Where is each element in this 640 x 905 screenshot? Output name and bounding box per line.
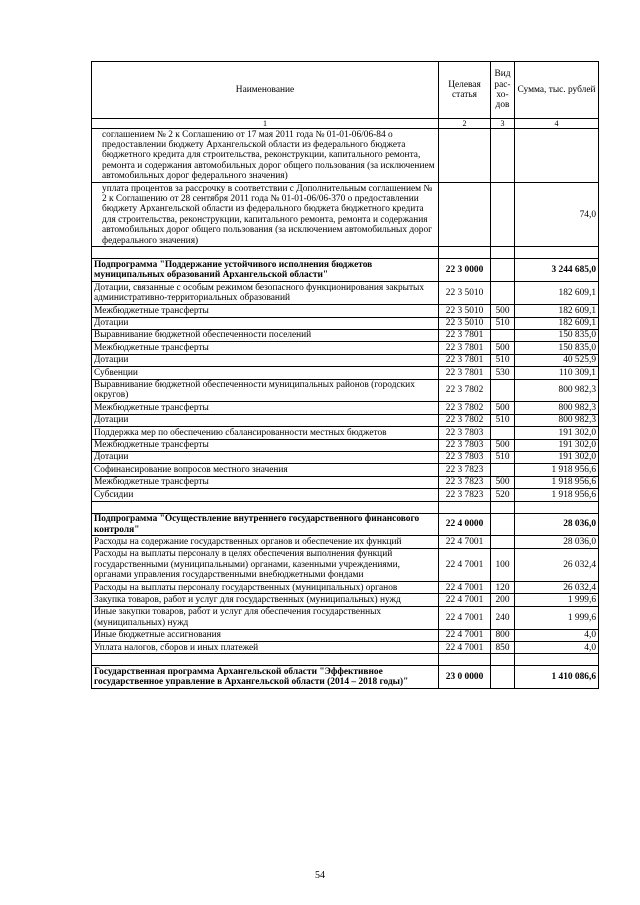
row-name: Дотации, связанные с особым режимом безопасного функционирования закрытых административно-территориальных образований [92, 282, 439, 305]
row-type [491, 501, 515, 513]
page-number: 54 [315, 870, 325, 881]
row-type: 120 [491, 582, 515, 594]
table-row [92, 464, 599, 476]
row-type: 500 [491, 476, 515, 488]
row-sum: 150 835,0 [515, 329, 599, 341]
row-code: 22 4 7001 [439, 582, 491, 594]
table-row [92, 439, 599, 451]
row-name: Выравнивание бюджетной обеспеченности поселений [92, 329, 439, 341]
table-row [92, 582, 599, 594]
row-sum [515, 247, 599, 259]
row-sum: 110 309,1 [515, 367, 599, 379]
column-number-row [92, 119, 599, 129]
row-name: Уплата налогов, сборов и иных платежей [92, 642, 439, 654]
row-sum [515, 654, 599, 666]
row-sum: 26 032,4 [515, 582, 599, 594]
row-sum: 1 410 086,6 [515, 666, 599, 689]
table-row [92, 642, 599, 654]
row-sum: 800 982,3 [515, 379, 599, 402]
row-name: Расходы на выплаты персоналу государственных (муниципальных) органов [92, 582, 439, 594]
row-name: Межбюджетные трансферты [92, 402, 439, 414]
row-sum: 182 609,1 [515, 305, 599, 317]
row-type: 510 [491, 451, 515, 463]
row-code [439, 183, 491, 247]
row-type: 100 [491, 548, 515, 581]
row-sum: 3 244 685,0 [515, 259, 599, 282]
table-row-blank [92, 501, 599, 513]
row-code: 22 3 7823 [439, 464, 491, 476]
row-name: Дотации [92, 451, 439, 463]
row-code: 22 3 7803 [439, 451, 491, 463]
column-number: 3 [491, 119, 515, 129]
row-sum: 182 609,1 [515, 282, 599, 305]
row-type [491, 282, 515, 305]
row-code: 22 3 7803 [439, 439, 491, 451]
row-type: 850 [491, 642, 515, 654]
table-row [92, 379, 599, 402]
row-name: Межбюджетные трансферты [92, 476, 439, 488]
table-row-subprogram [92, 259, 599, 282]
table-row [92, 427, 599, 439]
row-code [439, 501, 491, 513]
row-name: Иные бюджетные ассигнования [92, 629, 439, 641]
row-code [439, 247, 491, 259]
row-code: 22 4 0000 [439, 513, 491, 536]
row-sum: 28 036,0 [515, 513, 599, 536]
row-name [92, 247, 439, 259]
row-name: Расходы на содержание государственных органов и обеспечение их функций [92, 536, 439, 548]
row-code: 22 3 7802 [439, 402, 491, 414]
row-sum: 28 036,0 [515, 536, 599, 548]
row-sum: 74,0 [515, 183, 599, 247]
header-sum: Сумма, тыс. рублей [515, 62, 599, 119]
row-code: 22 4 7001 [439, 642, 491, 654]
row-code: 22 3 7802 [439, 414, 491, 426]
row-name [92, 501, 439, 513]
row-type [491, 259, 515, 282]
row-code: 22 3 7802 [439, 379, 491, 402]
row-type [491, 654, 515, 666]
table-row [92, 451, 599, 463]
row-type: 500 [491, 439, 515, 451]
row-code: 22 3 7801 [439, 329, 491, 341]
row-type: 510 [491, 317, 515, 329]
row-sum: 40 525,9 [515, 354, 599, 366]
row-type: 510 [491, 354, 515, 366]
header-name: Наименование [92, 62, 439, 119]
table-row-subprogram [92, 513, 599, 536]
row-name: Межбюджетные трансферты [92, 305, 439, 317]
row-sum [515, 501, 599, 513]
table-row [92, 476, 599, 488]
row-name: Межбюджетные трансферты [92, 439, 439, 451]
row-sum: 1 918 956,6 [515, 464, 599, 476]
row-code: 22 4 7001 [439, 536, 491, 548]
row-name: Межбюджетные трансферты [92, 342, 439, 354]
row-type: 500 [491, 402, 515, 414]
table-row [92, 489, 599, 501]
header-expense-type: Вид рас-хо-дов [491, 62, 515, 119]
row-name: Закупка товаров, работ и услуг для государственных (муниципальных) нужд [92, 594, 439, 606]
table-header-row [92, 62, 599, 119]
row-code [439, 654, 491, 666]
row-code: 22 3 0000 [439, 259, 491, 282]
row-type [491, 536, 515, 548]
row-code: 22 4 7001 [439, 629, 491, 641]
row-code: 22 4 7001 [439, 594, 491, 606]
row-name: Поддержка мер по обеспечению сбалансированности местных бюджетов [92, 427, 439, 439]
row-name: Выравнивание бюджетной обеспеченности муниципальных районов (городских округов) [92, 379, 439, 402]
table-row [92, 183, 599, 247]
row-code: 22 4 7001 [439, 548, 491, 581]
row-name: Субсидии [92, 489, 439, 501]
table-row-blank [92, 654, 599, 666]
table-row [92, 282, 599, 305]
row-name: соглашением № 2 к Соглашению от 17 мая 2011 года № 01-01-06/06-84 о предоставлении бюджету Архангельской области из федерального бюджета бюджетного кредита для строительства, реконструкции, капитального ремонта, ремонта и содержания автомобильных дорог общего пользования (за исключением автомобильных дорог федерального значения) [92, 129, 439, 183]
table-row [92, 305, 599, 317]
row-sum: 4,0 [515, 629, 599, 641]
table-row [92, 414, 599, 426]
row-sum: 800 982,3 [515, 402, 599, 414]
row-sum: 191 302,0 [515, 427, 599, 439]
row-type: 520 [491, 489, 515, 501]
row-sum: 1 999,6 [515, 594, 599, 606]
row-type: 500 [491, 342, 515, 354]
table-row [92, 548, 599, 581]
row-type: 240 [491, 606, 515, 629]
row-sum: 1 918 956,6 [515, 476, 599, 488]
column-number: 1 [92, 119, 439, 129]
table-row [92, 536, 599, 548]
row-code: 22 3 7823 [439, 476, 491, 488]
row-sum [515, 129, 599, 183]
table-row [92, 594, 599, 606]
row-name: Государственная программа Архангельской области "Эффективное государственное управление в Архангельской области (2014 – 2018 годы)" [92, 666, 439, 689]
row-code: 22 3 7801 [439, 367, 491, 379]
row-type [491, 247, 515, 259]
row-code [439, 129, 491, 183]
row-sum: 800 982,3 [515, 414, 599, 426]
row-name: Субвенции [92, 367, 439, 379]
row-name: Подпрограмма "Поддержание устойчивого исполнения бюджетов муниципальных образований Архангельской области" [92, 259, 439, 282]
table-row-blank [92, 247, 599, 259]
row-type [491, 464, 515, 476]
row-code: 22 3 5010 [439, 317, 491, 329]
row-name [92, 654, 439, 666]
row-sum: 26 032,4 [515, 548, 599, 581]
row-name: Иные закупки товаров, работ и услуг для обеспечения государственных (муниципальных) нужд [92, 606, 439, 629]
row-type [491, 666, 515, 689]
row-type: 510 [491, 414, 515, 426]
row-sum: 182 609,1 [515, 317, 599, 329]
table-row [92, 317, 599, 329]
table-row [92, 367, 599, 379]
row-code: 22 3 7803 [439, 427, 491, 439]
table-row [92, 606, 599, 629]
row-type [491, 329, 515, 341]
row-type [491, 379, 515, 402]
row-name: Подпрограмма "Осуществление внутреннего государственного финансового контроля" [92, 513, 439, 536]
row-name: Дотации [92, 414, 439, 426]
row-code: 23 0 0000 [439, 666, 491, 689]
row-code: 22 3 7823 [439, 489, 491, 501]
table-row [92, 354, 599, 366]
row-code: 22 4 7001 [439, 606, 491, 629]
column-number: 2 [439, 119, 491, 129]
row-code: 22 3 5010 [439, 282, 491, 305]
header-target-article: Целевая статья [439, 62, 491, 119]
row-sum: 4,0 [515, 642, 599, 654]
table-row [92, 629, 599, 641]
table-row-program [92, 666, 599, 689]
row-code: 22 3 7801 [439, 354, 491, 366]
row-sum: 191 302,0 [515, 439, 599, 451]
row-type: 530 [491, 367, 515, 379]
column-number: 4 [515, 119, 599, 129]
row-sum: 1 918 956,6 [515, 489, 599, 501]
row-name: Софинансирование вопросов местного значения [92, 464, 439, 476]
row-type: 800 [491, 629, 515, 641]
row-name: уплата процентов за рассрочку в соответствии с Дополнительным соглашением № 2 к Соглашению от 28 сентября 2011 года № 01-01-06/06-370 о предоставлении бюджету Архангельской области из федерального бюджета бюджетного кредита для строительства, реконструкции, капитального ремонта, ремонта и содержания автомобильных дорог общего пользования (за исключением автомобильных дорог федерального значения) [92, 183, 439, 247]
row-sum: 1 999,6 [515, 606, 599, 629]
row-type [491, 513, 515, 536]
row-type [491, 129, 515, 183]
row-sum: 191 302,0 [515, 451, 599, 463]
budget-table [91, 61, 599, 689]
table-row [92, 129, 599, 183]
row-type [491, 427, 515, 439]
row-sum: 150 835,0 [515, 342, 599, 354]
row-type [491, 183, 515, 247]
table-row [92, 402, 599, 414]
row-type: 500 [491, 305, 515, 317]
table-row [92, 329, 599, 341]
table-row [92, 342, 599, 354]
row-code: 22 3 7801 [439, 342, 491, 354]
row-name: Дотации [92, 354, 439, 366]
row-code: 22 3 5010 [439, 305, 491, 317]
row-name: Расходы на выплаты персоналу в целях обеспечения выполнения функций государственными (муниципальными) органами, казенными учреждениями, органами управления государственными внебюджетными фондами [92, 548, 439, 581]
row-name: Дотации [92, 317, 439, 329]
row-type: 200 [491, 594, 515, 606]
